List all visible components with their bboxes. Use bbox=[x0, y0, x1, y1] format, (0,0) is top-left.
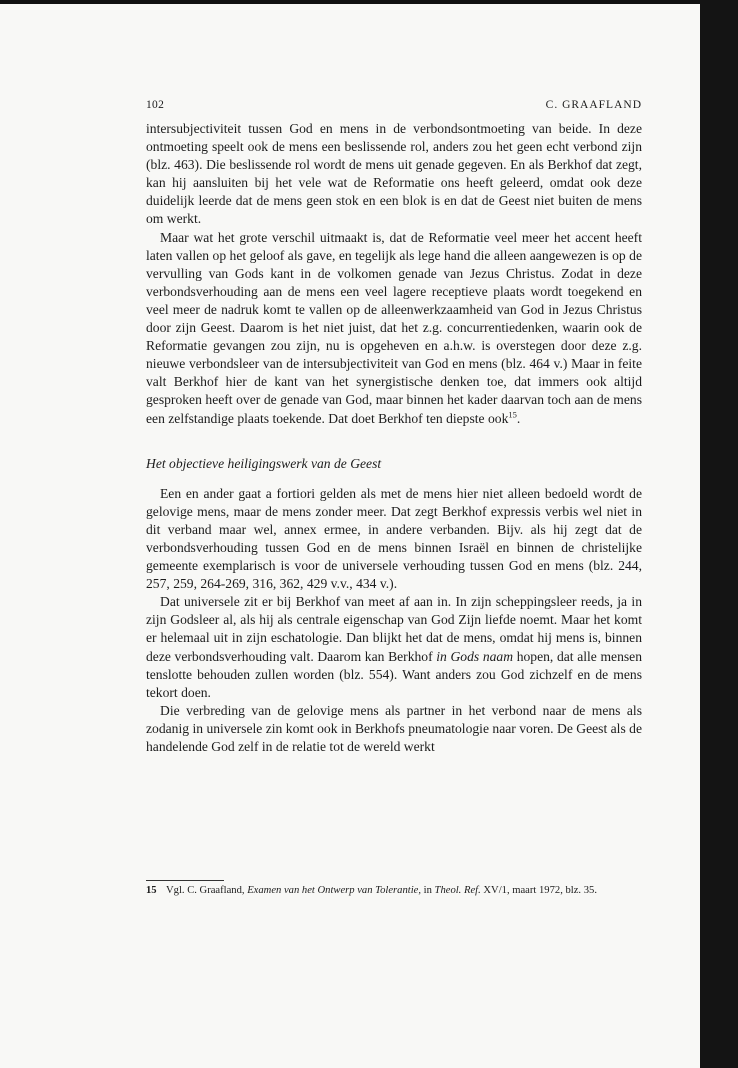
footnote-rule bbox=[146, 880, 224, 881]
paragraph-4-b: hopen, dat alle mensen tenslotte behouden zullen worden (blz. 554). Want anders zou God zichzelf en de mens tekort doen. bbox=[146, 648, 643, 700]
footnote-body bbox=[166, 884, 642, 898]
paragraph-2 bbox=[146, 229, 642, 428]
paragraph-1: intersubjectiviteit tussen God en mens in de verbondsontmoeting van beide. In deze ontmoeting speelt ook de mens een beslissende rol, anders zou het geen echt verbond zijn (blz. 463). Die beslissende rol wordt de mens uit genade gegeven. En als Berkhof dat zegt, kan hij aansluiten bij het vele wat de Reformatie ons heeft geleerd, omdat ook deze duidelijk leerde dat de mens geen stok en een blok is en dat de Geest niet buiten de mens om werkt. bbox=[146, 121, 642, 227]
footnote-text-a: Vgl. C. Graafland, bbox=[166, 885, 248, 896]
footnote-text-b: in bbox=[421, 885, 435, 896]
paragraph-4 bbox=[146, 593, 642, 702]
body-text bbox=[146, 120, 642, 756]
running-head-author: C. GRAAFLAND bbox=[545, 99, 642, 111]
footnote-text-c: XV/1, maart 1972, blz. 35. bbox=[480, 885, 597, 896]
paragraph-4-italic: in Gods naam bbox=[436, 648, 514, 664]
paragraph-2-text: Maar wat het grote verschil uitmaakt is, dat de Reformatie veel meer het accent heeft laten vallen op het geloof als gave, en tegelijk als lege hand die alleen aangewezen is op de vervulling van Gods kant in de volkomen genade van Jezus Christus. Zodat in deze verbondsverhouding aan de mens een veel lagere receptieve plaats wordt toegekend en veel meer de nadruk komt te vallen op de alleenwerkzaamheid van God in Jezus Christus door zijn Geest. Daarom is het niet juist, dat het z.g. concurrentiedenken, waarin ook de Reformatie gevangen zou zijn, nu is opgeheven en a.h.w. is overstegen door deze z.g. nieuwe verbondsleer van de intersubjectiviteit van God en mens (blz. 464 v.) Maar in feite valt Berkhof hier de kant van het synergistische denken toe, dat immers ook altijd gesproken heeft over de genade van God, maar binnen het kader daarvan toch aan de mens een zelfstandige plaats toekende. Dat doet Berkhof ten diepste ook bbox=[146, 229, 642, 426]
paragraph-2-end: . bbox=[516, 410, 521, 426]
footnote bbox=[146, 884, 642, 898]
paragraph-3: Een en ander gaat a fortiori gelden als met de mens hier niet alleen bedoeld wordt de gelovige mens, maar de mens zonder meer. Dat zegt Berkhof expressis verbis wel niet in dit verband maar wel, annex ermee, in andere verbanden. Bijv. als hij zegt dat de verbondsverhouding tussen God en de mens binnen Israël en binnen de christelijke gemeente exemplarisch is voor de universele verhouding tussen God en mens (blz. 244, 257, 259, 264-269, 316, 362, 429 v.v., 434 v.). bbox=[146, 485, 642, 592]
footnote-journal: Theol. Ref. bbox=[434, 885, 481, 896]
footnote-title: Examen van het Ontwerp van Tolerantie, bbox=[247, 885, 421, 896]
section-heading: Het objectieve heiligingswerk van de Geest bbox=[146, 455, 382, 471]
scan-border-right bbox=[700, 0, 738, 1068]
page-number: 102 bbox=[146, 99, 165, 111]
footnote-ref-15: 15 bbox=[508, 408, 517, 419]
footnote-number: 15 bbox=[146, 885, 157, 896]
paragraph-5: Die verbreding van de gelovige mens als partner in het verbond naar de mens als zodanig in universele zin komt ook in Berkhofs pneumatologie naar voren. De Geest als de handelende God zelf in de relatie tot de wereld werkt bbox=[146, 702, 642, 754]
paragraph-4-a: Dat universele zit er bij Berkhof van meet af aan in. In zijn scheppingsleer reeds, ja in zijn Godsleer al, als hij als centrale eigenschap van God Zijn liefde noemt. Maar het komt er helemaal uit in zijn eschatologie. Dan blijkt het dat de mens, omdat hij mens is, binnen deze verbondsverhouding valt. Daarom kan Berkhof bbox=[146, 594, 642, 664]
